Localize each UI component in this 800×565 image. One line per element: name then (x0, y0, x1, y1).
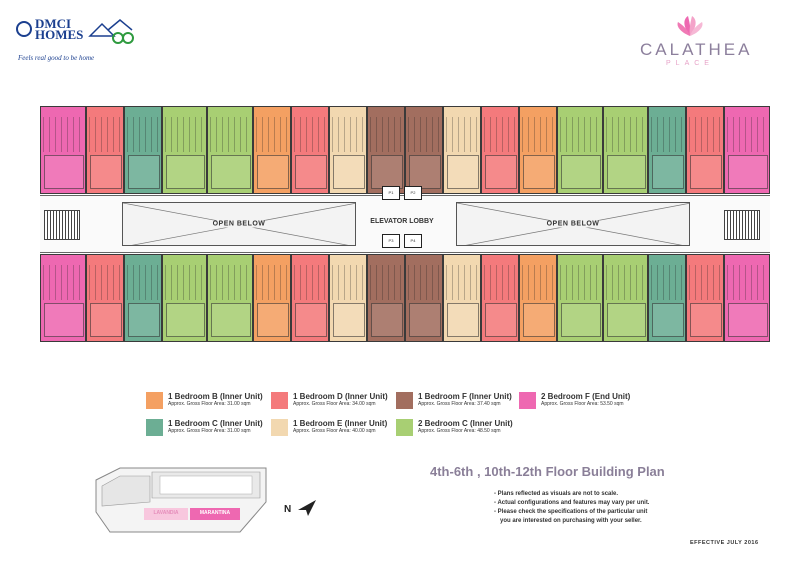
project-subname: PLACE (666, 60, 714, 67)
elevator-car: P2 (404, 186, 422, 200)
legend-name: 1 Bedroom E (Inner Unit) (293, 419, 388, 428)
unit-room (44, 303, 84, 336)
unit-fixtures (89, 117, 121, 151)
top-unit-2br-c (557, 106, 603, 194)
legend-swatch (271, 392, 288, 409)
unit-room (90, 155, 122, 188)
elevator-car: P1 (382, 186, 400, 200)
elevator-car: P4 (404, 234, 422, 248)
legend-item (396, 392, 512, 409)
bottom-unit-2br-c (557, 254, 603, 342)
unit-fixtures (651, 265, 683, 299)
bottom-unit-1br-d (481, 254, 519, 342)
open-below-right-label: OPEN BELOW (543, 221, 604, 228)
unit-room (166, 155, 206, 188)
bottom-unit-1br-e (443, 254, 481, 342)
bottom-unit-1br-f (405, 254, 443, 342)
note-line: you are interested on purchasing with your seller. (500, 518, 642, 524)
plan-notes (494, 490, 784, 526)
unit-fixtures (127, 117, 159, 151)
top-unit-1br-c (648, 106, 686, 194)
legend-area: Approx. Gross Floor Area: 31.00 sqm (168, 428, 251, 434)
unit-room (371, 303, 403, 336)
legend-name: 2 Bedroom C (Inner Unit) (418, 419, 513, 428)
top-unit-1br-d (481, 106, 519, 194)
unit-fixtures (606, 265, 646, 299)
elevator-car: P3 (382, 234, 400, 248)
unit-room (607, 155, 647, 188)
top-unit-2br-f (724, 106, 770, 194)
legend-swatch (396, 419, 413, 436)
legend-name: 1 Bedroom D (Inner Unit) (293, 392, 388, 401)
unit-fixtures (165, 117, 205, 151)
legend-name: 1 Bedroom F (Inner Unit) (418, 392, 512, 401)
bottom-unit-2br-f (724, 254, 770, 342)
top-unit-1br-c (124, 106, 162, 194)
open-below-left-label: OPEN BELOW (209, 221, 270, 228)
unit-room (371, 155, 403, 188)
unit-fixtures (370, 265, 402, 299)
bottom-unit-1br-b (253, 254, 291, 342)
note-line: - Plans reflected as visuals are not to scale. (494, 491, 619, 497)
top-unit-1br-d (291, 106, 329, 194)
unit-room (690, 303, 722, 336)
legend-area: Approx. Gross Floor Area: 37.40 sqm (418, 401, 501, 407)
unit-room (166, 303, 206, 336)
legend-item (519, 392, 630, 409)
unit-room (333, 155, 365, 188)
legend-area: Approx. Gross Floor Area: 34.00 sqm (293, 401, 376, 407)
top-unit-1br-f (405, 106, 443, 194)
unit-fixtures (484, 117, 516, 151)
legend-swatch (519, 392, 536, 409)
legend-name: 2 Bedroom F (End Unit) (541, 392, 631, 401)
legend-swatch (146, 392, 163, 409)
unit-fixtures (210, 265, 250, 299)
unit-room (485, 155, 517, 188)
unit-room (257, 155, 289, 188)
legend-area: Approx. Gross Floor Area: 48.50 sqm (418, 428, 501, 434)
unit-room (90, 303, 122, 336)
open-below-left (122, 202, 356, 246)
plan-title: 4th-6th , 10th-12th Floor Building Plan (430, 464, 665, 479)
unit-fixtures (89, 265, 121, 299)
effective-date: EFFECTIVE JULY 2016 (690, 540, 759, 546)
unit-fixtures (256, 265, 288, 299)
note-line: - Please check the specifications of the particular unit (494, 509, 648, 515)
unit-fixtures (294, 265, 326, 299)
top-unit-2br-f (40, 106, 86, 194)
unit-room (690, 155, 722, 188)
unit-room (652, 155, 684, 188)
legend-swatch (146, 419, 163, 436)
unit-room (728, 303, 768, 336)
top-unit-2br-c (603, 106, 649, 194)
legend-area: Approx. Gross Floor Area: 40.00 sqm (293, 428, 376, 434)
bottom-unit-1br-d (291, 254, 329, 342)
unit-fixtures (332, 117, 364, 151)
legend-item (396, 419, 513, 436)
unit-room (257, 303, 289, 336)
unit-room (211, 303, 251, 336)
legend-area: Approx. Gross Floor Area: 53.50 sqm (541, 401, 624, 407)
bottom-unit-1br-d (86, 254, 124, 342)
unit-room (44, 155, 84, 188)
bottom-unit-1br-d (686, 254, 724, 342)
unit-fixtures (522, 265, 554, 299)
bottom-unit-2br-c (207, 254, 253, 342)
bottom-unit-1br-e (329, 254, 367, 342)
unit-fixtures (332, 265, 364, 299)
unit-fixtures (408, 117, 440, 151)
site-map (90, 462, 270, 542)
legend-name: 1 Bedroom B (Inner Unit) (168, 392, 263, 401)
top-unit-2br-c (162, 106, 208, 194)
unit-fixtures (127, 265, 159, 299)
unit-room (652, 303, 684, 336)
site-map-outline (90, 462, 270, 542)
unit-fixtures (727, 265, 767, 299)
top-unit-1br-f (367, 106, 405, 194)
unit-fixtures (165, 265, 205, 299)
north-label: N (284, 504, 292, 515)
unit-fixtures (560, 117, 600, 151)
unit-fixtures (560, 265, 600, 299)
unit-fixtures (294, 117, 326, 151)
bottom-unit-1br-c (648, 254, 686, 342)
legend-item (146, 419, 263, 436)
legend-swatch (271, 419, 288, 436)
unit-fixtures (651, 117, 683, 151)
top-unit-1br-d (86, 106, 124, 194)
dmci-name: DMCI (35, 16, 72, 31)
top-unit-1br-b (253, 106, 291, 194)
legend-item (271, 419, 387, 436)
site-label-lavandia: LAVANDIA (153, 510, 179, 516)
unit-fixtures (370, 117, 402, 151)
unit-room (447, 155, 479, 188)
elevator-lobby-label: ELEVATOR LOBBY (370, 218, 434, 225)
bottom-unit-1br-c (124, 254, 162, 342)
unit-room (523, 155, 555, 188)
north-indicator (284, 496, 324, 520)
unit-fixtures (43, 117, 83, 151)
bottom-unit-2br-c (603, 254, 649, 342)
unit-room (561, 303, 601, 336)
top-unit-1br-d (686, 106, 724, 194)
note-line: - Actual configurations and features may vary per unit. (494, 500, 650, 506)
unit-fixtures (446, 265, 478, 299)
top-unit-1br-e (443, 106, 481, 194)
bottom-unit-2br-f (40, 254, 86, 342)
legend-item (146, 392, 263, 409)
unit-fixtures (446, 117, 478, 151)
unit-room (485, 303, 517, 336)
unit-room (447, 303, 479, 336)
unit-room (128, 155, 160, 188)
unit-room (523, 303, 555, 336)
top-unit-1br-b (519, 106, 557, 194)
unit-legend (146, 392, 676, 440)
legend-name: 1 Bedroom C (Inner Unit) (168, 419, 263, 428)
dmci-tagline: Feels real good to be home (18, 54, 95, 62)
bottom-unit-1br-f (367, 254, 405, 342)
bottom-unit-2br-c (162, 254, 208, 342)
unit-room (409, 155, 441, 188)
unit-fixtures (256, 117, 288, 151)
unit-fixtures (606, 117, 646, 151)
unit-fixtures (484, 265, 516, 299)
unit-room (295, 155, 327, 188)
unit-room (295, 303, 327, 336)
unit-fixtures (210, 117, 250, 151)
top-unit-1br-e (329, 106, 367, 194)
elevator-lobby (362, 186, 442, 262)
stair-right (724, 210, 760, 240)
site-label-marantina: MARANTINA (199, 510, 231, 516)
unit-room (561, 155, 601, 188)
unit-fixtures (689, 117, 721, 151)
unit-room (211, 155, 251, 188)
legend-swatch (396, 392, 413, 409)
project-name: CALATHEA (640, 40, 753, 59)
legend-item (271, 392, 388, 409)
unit-room (728, 155, 768, 188)
top-unit-2br-c (207, 106, 253, 194)
unit-room (333, 303, 365, 336)
unit-fixtures (689, 265, 721, 299)
legend-area: Approx. Gross Floor Area: 31.00 sqm (168, 401, 251, 407)
unit-room (409, 303, 441, 336)
bottom-unit-1br-b (519, 254, 557, 342)
unit-fixtures (727, 117, 767, 151)
unit-fixtures (43, 265, 83, 299)
unit-fixtures (522, 117, 554, 151)
north-arrow-icon (296, 498, 318, 518)
stair-left (44, 210, 80, 240)
unit-room (607, 303, 647, 336)
unit-room (128, 303, 160, 336)
dmci-homes: HOMES (35, 27, 84, 42)
open-below-right (456, 202, 690, 246)
unit-fixtures (408, 265, 440, 299)
